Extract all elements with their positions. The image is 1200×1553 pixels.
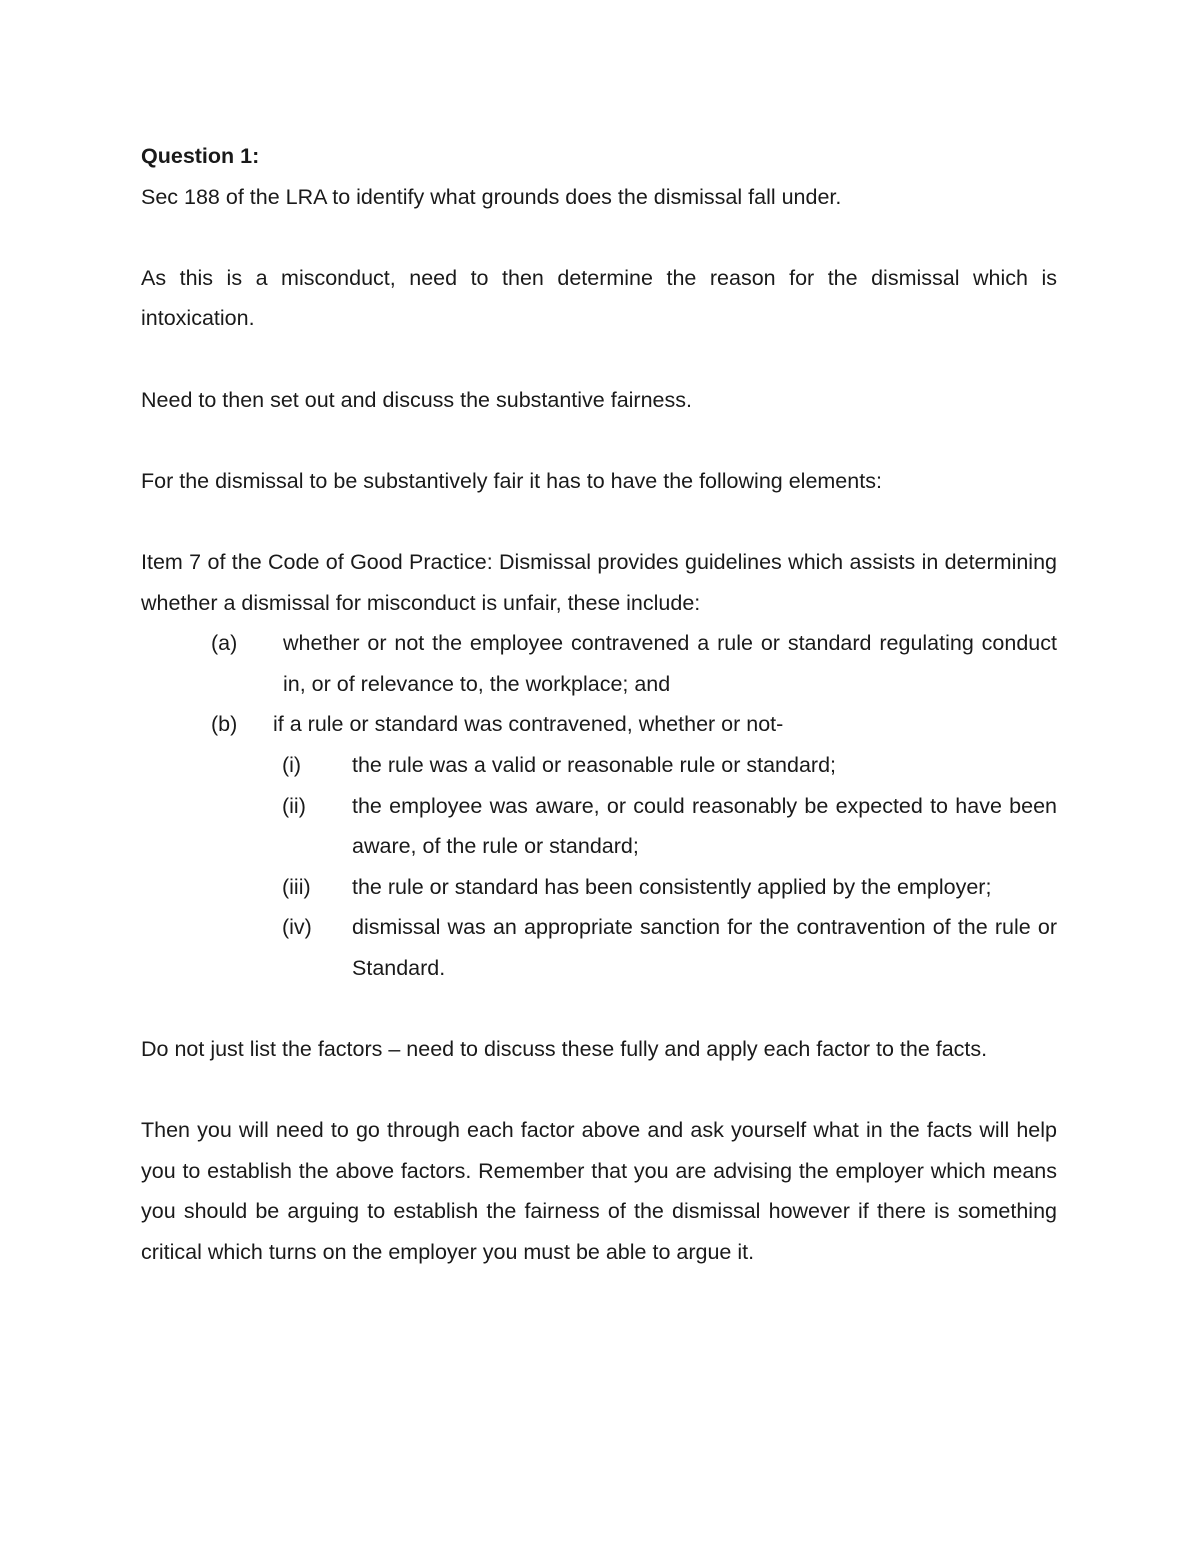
sub-list-item xyxy=(141,786,1057,867)
question-heading: Question 1: xyxy=(141,144,260,168)
paragraph-item7: Item 7 of the Code of Good Practice: Dismissal provides guidelines which assists in determining whether a dismissal for misconduct is unfair, these include: xyxy=(141,549,1057,615)
paragraph-substantive: Need to then set out and discuss the substantive fairness. xyxy=(141,387,692,412)
list-label: (a) xyxy=(211,631,238,656)
spacer xyxy=(141,339,1057,380)
list-item-a xyxy=(141,623,1057,704)
list-label: (b) xyxy=(211,712,238,737)
sub-list-item xyxy=(141,745,1057,786)
sub-list-text: the rule or standard has been consistently applied by the employer; xyxy=(352,874,992,899)
sub-list-label: (iii) xyxy=(282,874,311,899)
sub-list-text: dismissal was an appropriate sanction for the contravention of the rule or Standard. xyxy=(352,915,1057,980)
paragraph-elements: For the dismissal to be substantively fair it has to have the following elements: xyxy=(141,468,882,493)
sub-list-item xyxy=(141,907,1057,988)
sub-list-label: (i) xyxy=(282,752,302,777)
sub-list-text: the employee was aware, or could reasonably be expected to have been aware, of the rule or standard; xyxy=(352,793,1057,859)
sub-list-item xyxy=(141,867,1057,908)
document-page xyxy=(141,136,1057,1273)
list-text: if a rule or standard was contravened, whether or not- xyxy=(273,712,784,737)
list-text: whether or not the employee contravened a rule or standard regulating conduct in, or of relevance to, the workplace; and xyxy=(283,631,1057,696)
paragraph-misconduct: As this is a misconduct, need to then determine the reason for the dismissal which is intoxication. xyxy=(141,265,1057,331)
spacer xyxy=(141,1070,1057,1111)
paragraph-then: Then you will need to go through each factor above and ask yourself what in the facts will help you to establish the above factors. Remember that you are advising the employer which means you should be arguing to establish the fairness of the dismissal however if there is something critical which turns on the employer you must be able to argue it. xyxy=(141,1118,1057,1265)
paragraph-sec188: Sec 188 of the LRA to identify what grounds does the dismissal fall under. xyxy=(141,184,842,209)
spacer xyxy=(141,988,1057,1029)
paragraph-factors: Do not just list the factors – need to discuss these fully and apply each factor to the facts. xyxy=(141,1037,988,1062)
spacer xyxy=(141,420,1057,461)
spacer xyxy=(141,217,1057,258)
sub-list-text: the rule was a valid or reasonable rule or standard; xyxy=(352,752,837,777)
sub-list-label: (iv) xyxy=(282,915,312,940)
sub-list-label: (ii) xyxy=(282,793,306,818)
list-item-b xyxy=(141,704,1057,745)
spacer xyxy=(141,501,1057,542)
